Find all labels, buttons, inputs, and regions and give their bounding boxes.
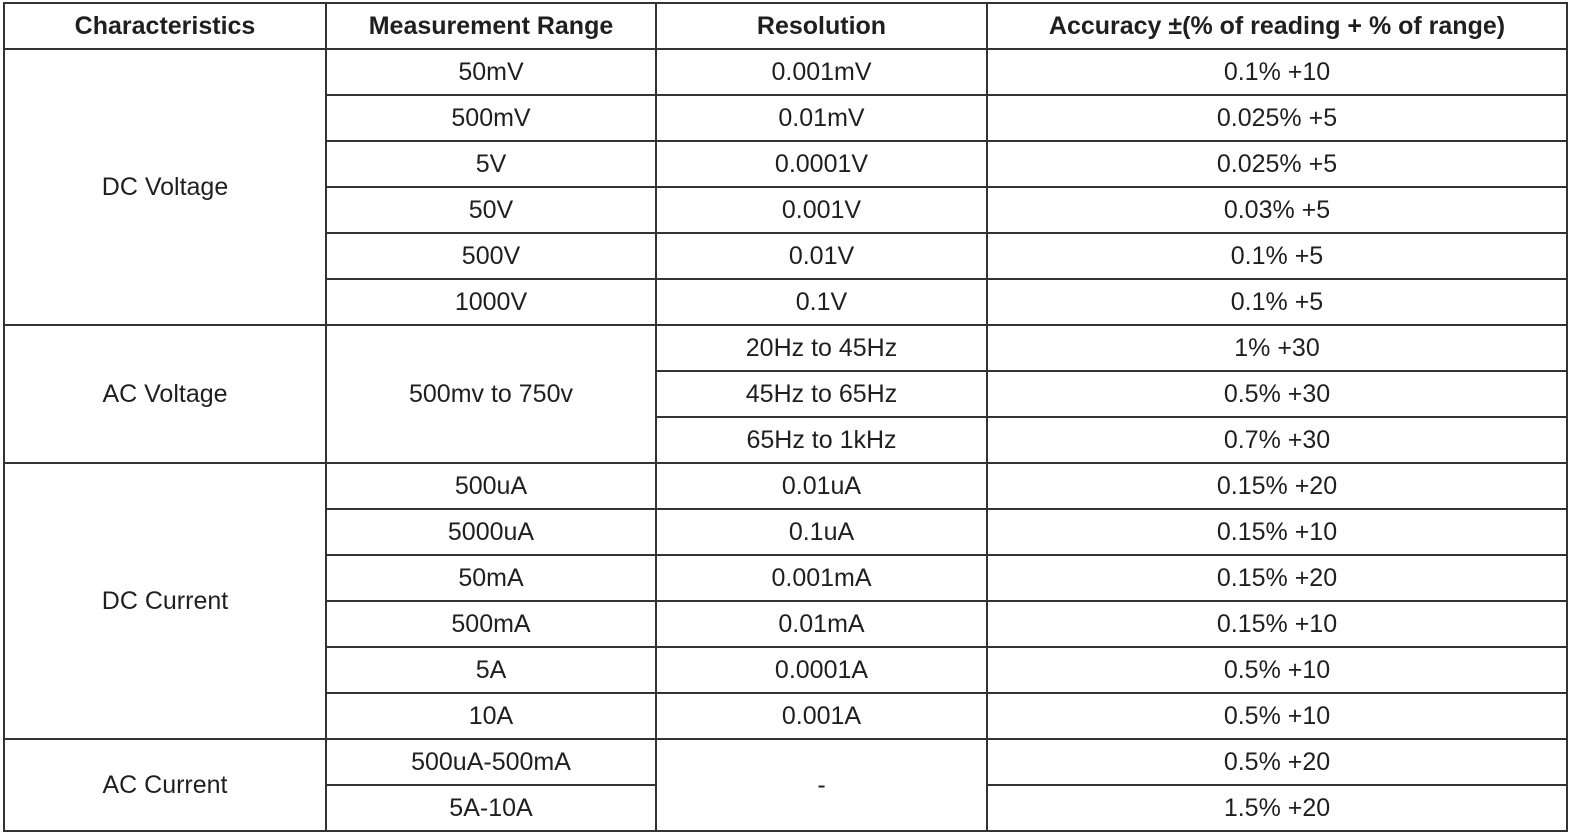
accuracy-cell: 0.1% +5 bbox=[987, 279, 1567, 325]
accuracy-cell: 0.15% +10 bbox=[987, 601, 1567, 647]
frequency-cell: 45Hz to 65Hz bbox=[656, 371, 987, 417]
range-cell: 500V bbox=[326, 233, 656, 279]
header-characteristics: Characteristics bbox=[4, 3, 326, 49]
range-cell: 500uA-500mA bbox=[326, 739, 656, 785]
frequency-cell: 65Hz to 1kHz bbox=[656, 417, 987, 463]
table-row bbox=[4, 463, 1567, 509]
accuracy-cell: 0.03% +5 bbox=[987, 187, 1567, 233]
header-row bbox=[4, 3, 1567, 49]
range-cell: 5A bbox=[326, 647, 656, 693]
range-cell: 500mV bbox=[326, 95, 656, 141]
resolution-cell: 0.0001V bbox=[656, 141, 987, 187]
accuracy-cell: 1.5% +20 bbox=[987, 785, 1567, 831]
header-measurement-range: Measurement Range bbox=[326, 3, 656, 49]
table-row bbox=[4, 325, 1567, 371]
resolution-cell: 0.01mV bbox=[656, 95, 987, 141]
resolution-cell: 0.001mV bbox=[656, 49, 987, 95]
characteristic-ac-current: AC Current bbox=[4, 739, 326, 831]
resolution-cell: 0.001mA bbox=[656, 555, 987, 601]
range-cell: 50V bbox=[326, 187, 656, 233]
resolution-cell: 0.001V bbox=[656, 187, 987, 233]
resolution-cell: 0.01mA bbox=[656, 601, 987, 647]
table-row bbox=[4, 739, 1567, 785]
range-cell: 50mA bbox=[326, 555, 656, 601]
characteristic-dc-voltage: DC Voltage bbox=[4, 49, 326, 325]
accuracy-cell: 0.5% +30 bbox=[987, 371, 1567, 417]
range-cell: 500mA bbox=[326, 601, 656, 647]
accuracy-cell: 0.025% +5 bbox=[987, 141, 1567, 187]
range-cell: 5V bbox=[326, 141, 656, 187]
range-cell: 500uA bbox=[326, 463, 656, 509]
resolution-cell: 0.01V bbox=[656, 233, 987, 279]
characteristic-dc-current: DC Current bbox=[4, 463, 326, 739]
accuracy-cell: 0.5% +10 bbox=[987, 647, 1567, 693]
header-resolution: Resolution bbox=[656, 3, 987, 49]
table-row bbox=[4, 49, 1567, 95]
header-accuracy: Accuracy ±(% of reading + % of range) bbox=[987, 3, 1567, 49]
resolution-cell: 0.1uA bbox=[656, 509, 987, 555]
spec-table bbox=[3, 2, 1568, 832]
resolution-cell: 0.1V bbox=[656, 279, 987, 325]
accuracy-cell: 0.1% +10 bbox=[987, 49, 1567, 95]
accuracy-cell: 1% +30 bbox=[987, 325, 1567, 371]
characteristic-ac-voltage: AC Voltage bbox=[4, 325, 326, 463]
accuracy-cell: 0.025% +5 bbox=[987, 95, 1567, 141]
accuracy-cell: 0.5% +10 bbox=[987, 693, 1567, 739]
accuracy-cell: 0.15% +20 bbox=[987, 463, 1567, 509]
resolution-cell: - bbox=[656, 739, 987, 831]
range-cell: 5A-10A bbox=[326, 785, 656, 831]
range-cell: 1000V bbox=[326, 279, 656, 325]
range-cell: 500mv to 750v bbox=[326, 325, 656, 463]
resolution-cell: 0.001A bbox=[656, 693, 987, 739]
resolution-cell: 0.01uA bbox=[656, 463, 987, 509]
accuracy-cell: 0.1% +5 bbox=[987, 233, 1567, 279]
accuracy-cell: 0.15% +10 bbox=[987, 509, 1567, 555]
range-cell: 5000uA bbox=[326, 509, 656, 555]
range-cell: 10A bbox=[326, 693, 656, 739]
accuracy-cell: 0.7% +30 bbox=[987, 417, 1567, 463]
resolution-cell: 0.0001A bbox=[656, 647, 987, 693]
accuracy-cell: 0.5% +20 bbox=[987, 739, 1567, 785]
range-cell: 50mV bbox=[326, 49, 656, 95]
frequency-cell: 20Hz to 45Hz bbox=[656, 325, 987, 371]
accuracy-cell: 0.15% +20 bbox=[987, 555, 1567, 601]
